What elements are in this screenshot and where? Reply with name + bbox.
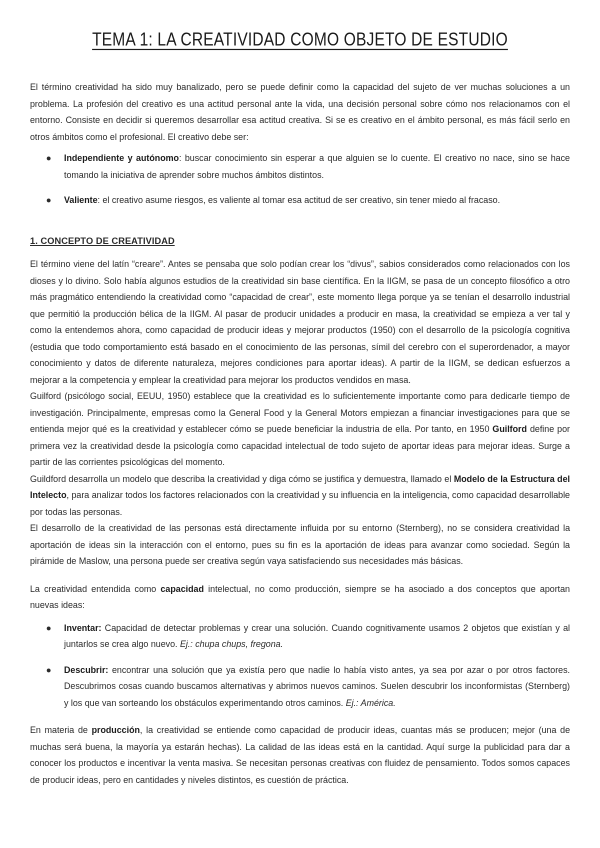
section-paragraph	[30, 388, 570, 471]
paragraph-text: Guilford (psicólogo social, EEUU, 1950) establece que la creatividad es lo suficientemente importante como para dedicarle tiempo de investigación. Principalmente, empresas como la General Food y la General Motors empiezan a financiar investigaciones para que se entienda mejor qué es la creatividad y establecer cómo se puede beneficiar la industria de ella. Por tanto, en 1950	[30, 391, 570, 434]
section-paragraph: El término viene del latín “creare”. Antes se pensaba que solo podían crear los “divus”, sabios considerados como relacionados con los dioses y lo divino. Solo había algunos estudios de la creatividad sin base científica. En la IIGM, se pasa de un concepto filosófico a otro más pragmático entendiendo la creatividad como “capacidad de crear”, este momento llega porque ya se tenían el desarrollo industrial que permitió la producción bélica de la IIGM. Al pasar de producir unidades a producir en masa, la creatividad se empieza a ver tal y como la entendemos ahora, como capacidad de producir ideas y mejorar productos (1950) con el desarrollo de la psicología cognitiva (estudia que todo comportamiento está basado en el conocimiento de las personas, símil del cerebro con el superordenador, a mayor conocimiento y datos de diferente naturaleza, mejores condiciones para aportar ideas). A partir de la IIGM, se dedican esfuerzos a mejorar a la competencia y emplear la creatividad para mejorar los productos vendidos en masa.	[30, 259, 570, 385]
section-paragraph	[30, 581, 570, 614]
paragraph-text: En materia de	[30, 725, 92, 735]
bold-term: producción	[91, 725, 140, 735]
bullet-text: encontrar una solución que ya existía pero que nadie lo había visto antes, ya sea por azar o por otros factores. Descubrimos cosas cuando buscamos alternativas y abrimos nuevos caminos. Suelen descubrir los inconformistas (Sternberg) y los que van sorteando los obstáculos experimentando otros caminos.	[64, 664, 570, 708]
page-title: TEMA 1: LA CREATIVIDAD COMO OBJETO DE ESTUDIO	[92, 30, 508, 51]
section-heading: 1. CONCEPTO DE CREATIVIDAD	[30, 235, 175, 246]
concept-bullet-list	[30, 620, 570, 712]
bullet-icon: ●	[46, 622, 52, 633]
bullet-term: Independiente y autónomo	[64, 153, 179, 163]
list-item	[30, 620, 570, 653]
document-body	[30, 79, 570, 788]
bullet-example: Ej.: chupa chups, fregona.	[179, 639, 284, 649]
list-item	[30, 662, 570, 712]
bullet-text: : el creativo asume riesgos, es valiente al tomar esa actitud de ser creativo, sin tener miedo al fracaso.	[97, 195, 501, 205]
bullet-text: : buscar conocimiento sin esperar a que alguien se lo cuente. El creativo no nace, sino se hace tomando la iniciativa de aprender sobre muchos ámbitos distintos.	[64, 153, 570, 180]
list-item	[30, 150, 570, 183]
bold-term: Guilford	[492, 424, 527, 434]
paragraph-text: Guildford desarrolla un modelo que describa la creatividad y diga cómo se justifica y demuestra, llamado el	[30, 473, 454, 484]
paragraph-text: La creatividad entendida como	[30, 583, 161, 594]
intro-paragraph: El término creatividad ha sido muy banalizado, pero se puede definir como la capacidad del sujeto de ver muchas soluciones a un problema. La profesión del creativo es una actitud personal ante la vida, una decisión personal sobre cómo nos relacionamos con el entorno. Consiste en decidir si queremos desarrollar esa actitud creativa. Si se es creativo en el ámbito personal, es más fácil serlo en otros ámbitos como el profesional. El creativo debe ser:	[30, 82, 570, 142]
paragraph-text: intelectual, no como producción, siempre se ha asociado a dos conceptos que aportan nuevas ideas:	[30, 583, 570, 610]
bullet-term: Descubrir:	[64, 664, 109, 675]
paragraph-text: , la creatividad se entiende como capacidad de producir ideas, cuantas más se producen; mejor (una de muchas será buena, la mayoría ya estarán hechas). La calidad de las ideas está en la cantidad. Aquí surge la publicidad para dar a conocer los productos e incentivar la venta masiva. Se necesitan personas creativas con fluidez de pensamiento. Todos somos capaces de producir ideas, pero en cantidades y niveles distintos, es cuestión de práctica.	[30, 725, 571, 785]
bullet-icon: ●	[46, 195, 52, 205]
bullet-text: Capacidad de detectar problemas y crear una solución. Cuando cognitivamente usamos 2 objetos que existían y al juntarlos se crea algo nuevo.	[64, 622, 570, 649]
bullet-example: Ej.: América.	[345, 697, 396, 708]
bold-term: capacidad	[160, 583, 204, 594]
intro-bullet-list	[30, 150, 570, 209]
section-paragraph	[30, 471, 570, 521]
list-item	[30, 192, 570, 209]
bullet-icon: ●	[46, 664, 52, 675]
paragraph-text: define por primera vez la creatividad desde la psicología como capacidad intelectual de todo sujeto de aportar ideas para mejorar ideas. Surge a partir de las corrientes psicológicas del momento.	[30, 424, 570, 467]
bullet-term: Inventar:	[64, 622, 102, 633]
paragraph-text: , para analizar todos los factores relacionados con la creatividad y su influencia en la inteligencia, como capacidad desarrollable por todas las personas.	[30, 490, 570, 517]
bold-term: Modelo de la Estructura del Intelecto	[30, 473, 570, 500]
bullet-term: Valiente	[64, 195, 98, 205]
section-paragraph: El desarrollo de la creatividad de las personas está directamente influida por su entorno (Sternberg), no se considera creatividad la aportación de ideas sin la interacción con el entorno, pues su fin es la aportación de ideas para avanzar como sociedad. Según la pirámide de Maslow, una persona puede ser creativa según vaya satisfaciendo sus necesidades más básicas.	[30, 523, 570, 566]
bullet-icon: ●	[46, 153, 52, 163]
section-paragraph	[30, 722, 570, 788]
